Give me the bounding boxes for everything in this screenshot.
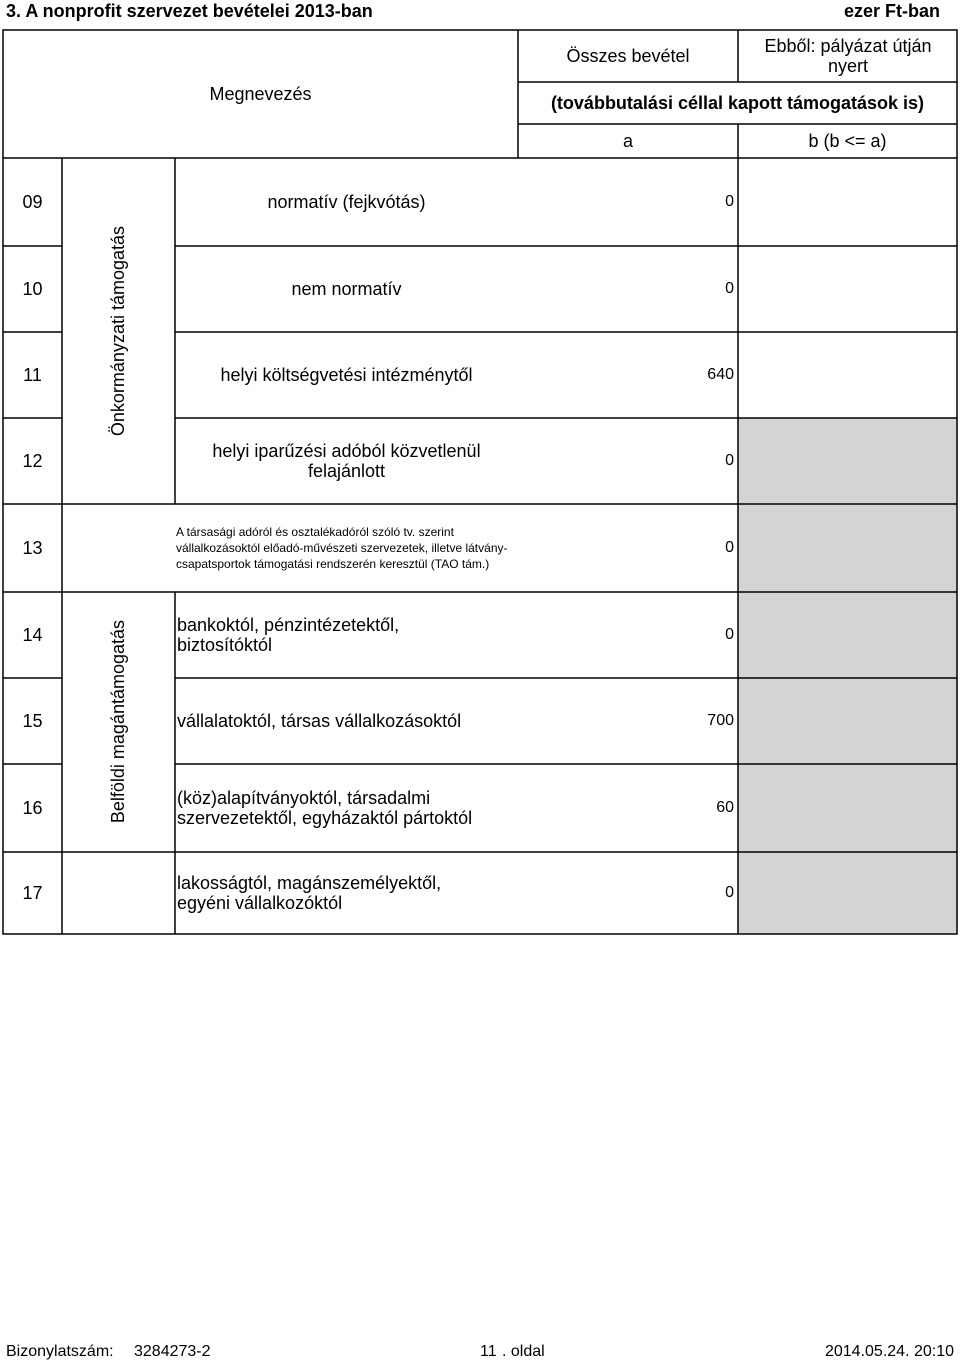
row-number: 17 xyxy=(22,883,43,903)
group-belfoldi xyxy=(62,592,175,852)
header-osszes-bevetel: Összes bevétel xyxy=(566,46,690,66)
row-number: 15 xyxy=(22,711,43,731)
footer-doc-label: Bizonylatszám: xyxy=(6,1343,114,1360)
row-label: nem normatív xyxy=(291,279,402,299)
header-col-b: b (b <= a) xyxy=(808,131,887,151)
unit-label: ezer Ft-ban xyxy=(843,1,940,21)
group-onkormanyzati xyxy=(62,158,175,504)
row-label: helyi iparűzési adóból közvetlenül felajánlott xyxy=(212,441,481,481)
row-number: 10 xyxy=(22,279,43,299)
row-label: lakosságtól, magánszemélyektől, egyéni vállalkozóktól xyxy=(177,873,442,913)
group-belfoldi-label: Belföldi magántámogatás xyxy=(108,620,128,824)
header-megnevezes: Megnevezés xyxy=(209,84,312,104)
row-value-a: 0 xyxy=(725,280,734,297)
row-value-a: 0 xyxy=(725,626,734,643)
row-number: 13 xyxy=(22,538,43,558)
row-label: (köz)alapítványoktól, társadalmi szervezetektől, egyházaktól pártoktól xyxy=(177,788,473,828)
header-col-a: a xyxy=(622,131,633,151)
row-number: 14 xyxy=(22,625,43,645)
row-value-a: 640 xyxy=(707,366,734,383)
header-subheader: (továbbutalási céllal kapott támogatások is) xyxy=(550,93,925,113)
row-label: helyi költségvetési intézménytől xyxy=(220,365,473,385)
row-value-a: 0 xyxy=(725,193,734,210)
footer-datetime: 2014.05.24. 20:10 xyxy=(824,1343,954,1360)
footer-doc-number: 3284273-2 xyxy=(134,1343,211,1360)
row-number: 12 xyxy=(22,451,43,471)
row-value-a: 0 xyxy=(725,539,734,556)
row-number: 09 xyxy=(22,192,43,212)
row-value-b xyxy=(738,158,957,246)
row-label: vállalatoktól, társas vállalkozásoktól xyxy=(177,711,462,731)
row-value-b xyxy=(738,246,957,332)
row-value-a: 0 xyxy=(725,884,734,901)
group-onkormanyzati-label: Önkormányzati támogatás xyxy=(108,225,128,437)
header-ebbol: Ebből: pályázat útján nyert xyxy=(764,36,932,76)
row-number: 11 xyxy=(23,365,42,385)
footer-page-label: . oldal xyxy=(502,1343,545,1360)
row-number: 16 xyxy=(22,798,43,818)
row-value-b xyxy=(738,332,957,418)
page-title: 3. A nonprofit szervezet bevételei 2013-ban xyxy=(6,1,373,21)
row-value-a: 0 xyxy=(725,452,734,469)
row-value-a: 700 xyxy=(707,712,734,729)
row-label: A társasági adóról és osztalékadóról szóló tv. szerint vállalkozásoktól előadó-művészeti szervezetek, illetve látvány-csapatsportok támogatási rendszerén keresztül (TAO tám.) xyxy=(176,525,508,571)
row-label: normatív (fejkvótás) xyxy=(267,192,426,212)
footer-page-number: 11 xyxy=(480,1343,497,1360)
row-value-a: 60 xyxy=(716,799,734,816)
row-label: bankoktól, pénzintézetektől, biztosítóktól xyxy=(177,615,400,655)
